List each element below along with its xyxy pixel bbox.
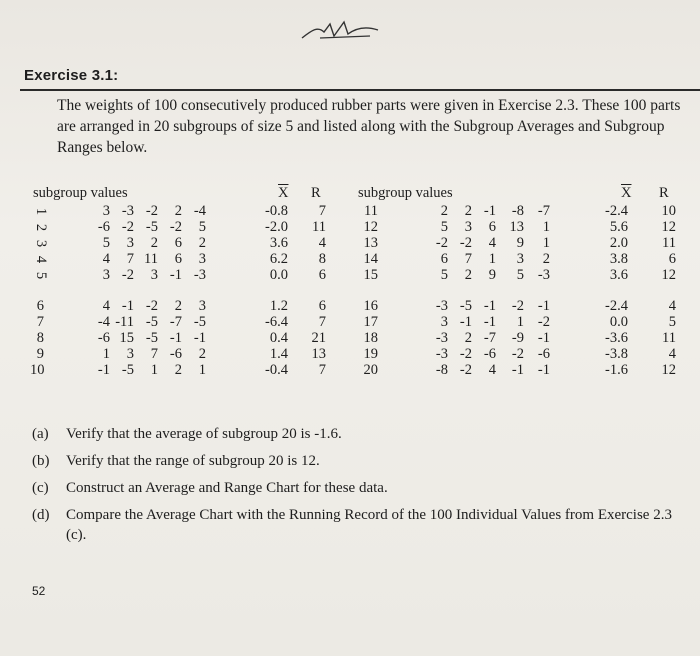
subgroup-value: 2: [150, 235, 158, 251]
subgroup-value: 1: [516, 314, 524, 330]
table-header-values: subgroup values: [358, 185, 453, 201]
subgroup-value: 3: [198, 251, 206, 267]
question-text: Verify that the range of subgroup 20 is 12.: [66, 453, 320, 469]
subgroup-value: -2: [145, 203, 158, 219]
subgroup-range: 6: [318, 267, 326, 283]
subgroup-average: 0.0: [609, 314, 628, 330]
subgroup-value: -1: [193, 330, 206, 346]
subgroup-value: 5: [440, 267, 448, 283]
subgroup-value: 2: [464, 330, 472, 346]
subgroup-number: 3: [32, 239, 49, 248]
pen-scribble: [300, 8, 380, 48]
subgroup-value: -7: [537, 203, 550, 219]
subgroup-value: -3: [435, 330, 448, 346]
subgroup-value: -2: [121, 219, 134, 235]
subgroup-value: -4: [193, 203, 206, 219]
subgroup-value: 5: [440, 219, 448, 235]
table-row: [30, 363, 330, 379]
subgroup-number: 15: [363, 267, 378, 283]
subgroup-range: 12: [661, 267, 676, 283]
subgroup-value: 3: [126, 235, 134, 251]
table-row: [356, 347, 686, 363]
table-row: [356, 268, 686, 284]
subgroup-number: 12: [363, 219, 378, 235]
subgroup-value: 3: [440, 314, 448, 330]
subgroup-average: -0.8: [265, 203, 288, 219]
subgroup-average: -3.8: [605, 346, 628, 362]
subgroup-range: 6: [318, 298, 326, 314]
subgroup-range: 8: [318, 251, 326, 267]
subgroup-value: -1: [97, 362, 110, 378]
subgroup-value: -2: [145, 298, 158, 314]
subgroup-value: 15: [119, 330, 134, 346]
subgroup-average: -1.6: [605, 362, 628, 378]
subgroup-value: -2: [435, 235, 448, 251]
subgroup-value: 5: [102, 235, 110, 251]
table-header-average: $\overline{X}$: [621, 185, 632, 201]
subgroup-value: -3: [121, 203, 134, 219]
subgroup-value: -9: [511, 330, 524, 346]
table-row: [30, 220, 330, 236]
subgroup-value: -7: [169, 314, 182, 330]
subgroup-value: -7: [483, 330, 496, 346]
subgroup-range: 7: [318, 203, 326, 219]
subgroup-number: 20: [363, 362, 378, 378]
subgroup-average: 2.0: [609, 235, 628, 251]
subgroup-value: -1: [537, 362, 550, 378]
subgroup-range: 4: [318, 235, 326, 251]
subgroup-value: -2: [121, 267, 134, 283]
subgroup-value: 7: [150, 346, 158, 362]
subgroup-value: -11: [115, 314, 134, 330]
subgroup-range: 11: [662, 330, 676, 346]
subgroup-value: 2: [198, 235, 206, 251]
subgroup-value: 1: [102, 346, 110, 362]
subgroup-value: -5: [193, 314, 206, 330]
subgroup-value: -1: [483, 298, 496, 314]
subgroup-value: -1: [169, 267, 182, 283]
subgroup-number: 13: [363, 235, 378, 251]
subgroup-value: 1: [542, 235, 550, 251]
subgroup-value: -3: [537, 267, 550, 283]
subgroup-value: -1: [537, 298, 550, 314]
table-row: [30, 236, 330, 252]
subgroup-average: 1.2: [269, 298, 288, 314]
subgroup-range: 13: [311, 346, 326, 362]
subgroup-range: 4: [668, 298, 676, 314]
subgroup-number: 14: [363, 251, 378, 267]
table-row: [356, 363, 686, 379]
subgroup-value: -1: [483, 203, 496, 219]
subgroup-value: 5: [198, 219, 206, 235]
subgroup-value: -3: [435, 298, 448, 314]
subgroup-value: 2: [198, 346, 206, 362]
subgroup-range: 6: [668, 251, 676, 267]
table-row: [30, 252, 330, 268]
table-row: [356, 299, 686, 315]
subgroup-value: 1: [542, 219, 550, 235]
subgroup-value: -3: [435, 346, 448, 362]
subgroup-range: 21: [311, 330, 326, 346]
subgroup-value: -6: [97, 219, 110, 235]
subgroup-table-right: [356, 186, 686, 406]
question-a: [32, 424, 682, 444]
table-header-range: R: [659, 185, 669, 201]
subgroup-value: -8: [511, 203, 524, 219]
question-label: (d): [32, 507, 50, 523]
subgroup-value: -1: [537, 330, 550, 346]
table-row: [30, 299, 330, 315]
table-header-average: $\overline{X}$: [278, 185, 289, 201]
subgroup-average: -2.4: [605, 298, 628, 314]
table-header-range: R: [311, 185, 321, 201]
subgroup-value: -5: [145, 330, 158, 346]
subgroup-average: -2.0: [265, 219, 288, 235]
subgroup-value: -6: [169, 346, 182, 362]
table-row: [356, 252, 686, 268]
subgroup-value: -8: [435, 362, 448, 378]
subgroup-range: 11: [312, 219, 326, 235]
subgroup-number: 4: [32, 255, 49, 264]
subgroup-value: -5: [145, 219, 158, 235]
subgroup-value: -6: [97, 330, 110, 346]
subgroup-range: 11: [662, 235, 676, 251]
question-d: [32, 505, 682, 545]
subgroup-average: 1.4: [269, 346, 288, 362]
subgroup-range: 12: [661, 362, 676, 378]
subgroup-table-left: [30, 186, 330, 406]
subgroup-value: 2: [174, 298, 182, 314]
subgroup-average: 0.4: [269, 330, 288, 346]
subgroup-value: 2: [464, 267, 472, 283]
subgroup-average: 0.0: [269, 267, 288, 283]
question-text: Verify that the average of subgroup 20 is -1.6.: [66, 426, 342, 442]
subgroup-average: 3.8: [609, 251, 628, 267]
subgroup-value: -2: [537, 314, 550, 330]
subgroup-value: 7: [126, 251, 134, 267]
subgroup-value: 4: [488, 235, 496, 251]
subgroup-value: -1: [121, 298, 134, 314]
question-text: Compare the Average Chart with the Running Record of the 100 Individual Values from Exercise 2.3 (c).: [66, 507, 672, 543]
subgroup-value: 3: [102, 203, 110, 219]
subgroup-value: -2: [169, 219, 182, 235]
subgroup-value: 4: [102, 251, 110, 267]
subgroup-average: 3.6: [269, 235, 288, 251]
subgroup-number: 6: [36, 298, 44, 314]
subgroup-range: 7: [318, 314, 326, 330]
subgroup-value: -2: [459, 235, 472, 251]
subgroup-number: 18: [363, 330, 378, 346]
subgroup-value: 3: [126, 346, 134, 362]
question-list: [32, 424, 682, 552]
question-c: [32, 478, 682, 498]
subgroup-value: 2: [542, 251, 550, 267]
subgroup-value: 6: [174, 235, 182, 251]
subgroup-value: 1: [198, 362, 206, 378]
subgroup-value: 4: [102, 298, 110, 314]
question-text: Construct an Average and Range Chart for these data.: [66, 480, 388, 496]
subgroup-value: 3: [102, 267, 110, 283]
subgroup-range: 12: [661, 219, 676, 235]
subgroup-value: -2: [511, 346, 524, 362]
subgroup-value: 6: [174, 251, 182, 267]
question-label: (c): [32, 480, 49, 496]
table-row: [30, 315, 330, 331]
subgroup-value: 3: [516, 251, 524, 267]
subgroup-value: -3: [193, 267, 206, 283]
subgroup-value: -2: [511, 298, 524, 314]
subgroup-value: 2: [440, 203, 448, 219]
subgroup-value: -1: [169, 330, 182, 346]
subgroup-value: -4: [97, 314, 110, 330]
subgroup-number: 5: [32, 271, 49, 280]
subgroup-value: 9: [488, 267, 496, 283]
subgroup-value: -2: [459, 362, 472, 378]
subgroup-value: 9: [516, 235, 524, 251]
subgroup-value: 5: [516, 267, 524, 283]
subgroup-value: -6: [537, 346, 550, 362]
subgroup-value: 13: [509, 219, 524, 235]
subgroup-average: 5.6: [609, 219, 628, 235]
subgroup-range: 4: [668, 346, 676, 362]
exercise-intro: The weights of 100 consecutively produced rubber parts were given in Exercise 2.3. These 100 parts are arranged in 20 subgroups of size 5 and listed along with the Subgroup Averages and Subgroup Ranges below.: [57, 97, 681, 156]
subgroup-range: 10: [661, 203, 676, 219]
table-row: [356, 204, 686, 220]
subgroup-average: 6.2: [269, 251, 288, 267]
subgroup-value: 11: [144, 251, 158, 267]
subgroup-range: 5: [668, 314, 676, 330]
subgroup-value: 3: [464, 219, 472, 235]
question-label: (b): [32, 453, 50, 469]
subgroup-number: 17: [363, 314, 378, 330]
table-row: [30, 204, 330, 220]
subgroup-value: -5: [145, 314, 158, 330]
subgroup-value: 3: [150, 267, 158, 283]
subgroup-value: 6: [440, 251, 448, 267]
subgroup-value: 4: [488, 362, 496, 378]
subgroup-number: 8: [36, 330, 44, 346]
table-row: [356, 236, 686, 252]
table-row: [356, 315, 686, 331]
table-row: [30, 331, 330, 347]
table-row: [356, 331, 686, 347]
table-header-values: subgroup values: [33, 185, 128, 201]
table-row: [30, 268, 330, 284]
subgroup-value: -5: [459, 298, 472, 314]
subgroup-value: -1: [459, 314, 472, 330]
subgroup-value: 1: [488, 251, 496, 267]
subgroup-average: -6.4: [265, 314, 288, 330]
table-row: [356, 220, 686, 236]
subgroup-average: 3.6: [609, 267, 628, 283]
subgroup-value: 2: [174, 203, 182, 219]
subgroup-value: 7: [464, 251, 472, 267]
subgroup-value: 3: [198, 298, 206, 314]
subgroup-number: 11: [364, 203, 378, 219]
subgroup-number: 19: [363, 346, 378, 362]
subgroup-value: 2: [174, 362, 182, 378]
subgroup-value: -1: [511, 362, 524, 378]
subgroup-number: 9: [36, 346, 44, 362]
subgroup-average: -2.4: [605, 203, 628, 219]
heading-rule: [20, 89, 700, 91]
subgroup-average: -3.6: [605, 330, 628, 346]
subgroup-value: -5: [121, 362, 134, 378]
subgroup-number: 1: [32, 207, 49, 216]
subgroup-value: -6: [483, 346, 496, 362]
subgroup-number: 16: [363, 298, 378, 314]
page-number: 52: [32, 584, 46, 598]
subgroup-number: 2: [32, 223, 49, 232]
subgroup-value: 2: [464, 203, 472, 219]
subgroup-value: -2: [459, 346, 472, 362]
subgroup-value: 1: [150, 362, 158, 378]
question-label: (a): [32, 426, 49, 442]
subgroup-number: 7: [36, 314, 44, 330]
exercise-heading: Exercise 3.1:: [24, 67, 119, 84]
subgroup-value: -1: [483, 314, 496, 330]
subgroup-average: -0.4: [265, 362, 288, 378]
table-row: [30, 347, 330, 363]
subgroup-value: 6: [488, 219, 496, 235]
subgroup-range: 7: [318, 362, 326, 378]
subgroup-number: 10: [30, 362, 45, 378]
question-b: [32, 451, 682, 471]
